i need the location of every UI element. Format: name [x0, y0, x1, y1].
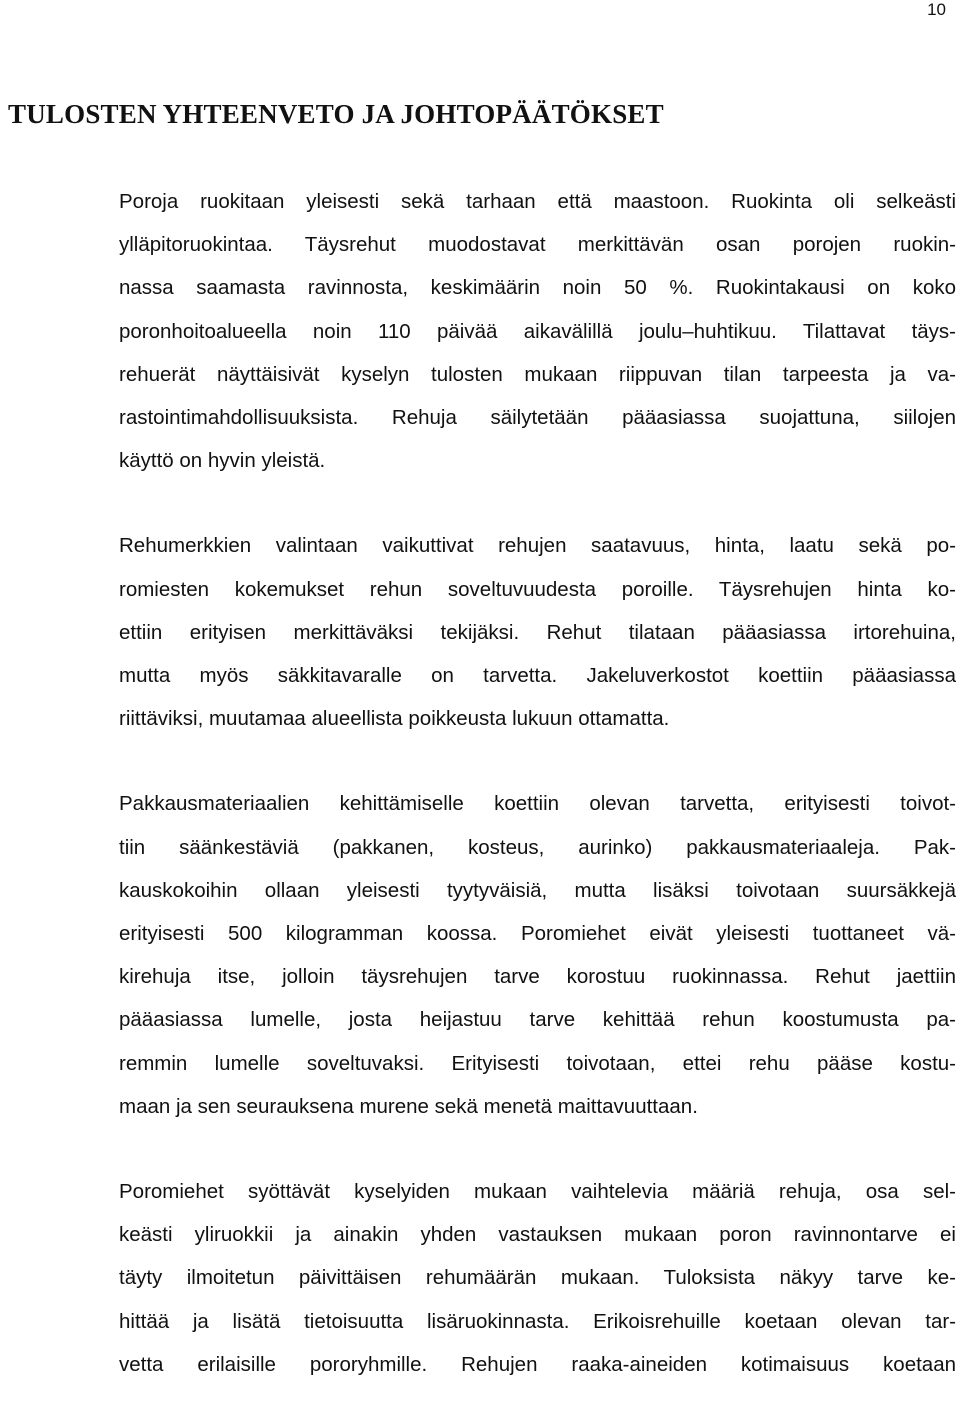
text-line: kauskokoihin ollaan yleisesti tyytyväisiä, mutta lisäksi toivotaan suursäkkejä — [119, 878, 956, 902]
text-line: vetta erilaisille pororyhmille. Rehujen raaka-aineiden kotimaisuus koetaan — [119, 1352, 956, 1376]
paragraph-summary-feeding — [119, 180, 956, 482]
text-line: Rehumerkkien valintaan vaikuttivat rehujen saatavuus, hinta, laatu sekä po- — [119, 534, 956, 558]
text-line: erityisesti 500 kilogramman koossa. Poromiehet eivät yleisesti tuottaneet vä- — [119, 922, 956, 946]
text-line: pääasiassa lumelle, josta heijastuu tarve kehittää rehun koostumusta pa- — [119, 1008, 956, 1032]
text-line: rehuerät näyttäisivät kyselyn tulosten mukaan riippuvan tilan tarpeesta ja va- — [119, 362, 956, 386]
text-line: nassa saamasta ravinnosta, keskimäärin noin 50 %. Ruokintakausi on koko — [119, 276, 956, 300]
text-line: Poromiehet syöttävät kyselyiden mukaan vaihtelevia määriä rehuja, osa sel- — [119, 1180, 956, 1204]
text-line: Poroja ruokitaan yleisesti sekä tarhaan että maastoon. Ruokinta oli selkeästi — [119, 190, 956, 213]
text-line: keästi yliruokkii ja ainakin yhden vastauksen mukaan poron ravinnontarve ei — [119, 1223, 956, 1247]
text-line: romiesten kokemukset rehun soveltuvuudesta poroille. Täysrehujen hinta ko- — [119, 577, 956, 601]
text-line: Pakkausmateriaalien kehittämiselle koettiin olevan tarvetta, erityisesti toivot- — [119, 792, 956, 816]
paragraph-feed-amounts — [119, 1170, 956, 1386]
text-line: käyttö on hyvin yleistä. — [119, 449, 326, 473]
text-line: täyty ilmoitetun päivittäisen rehumäärän mukaan. Tuloksista näkyy tarve ke- — [119, 1266, 956, 1290]
text-line: mutta myös säkkitavaralle on tarvetta. Jakeluverkostot koettiin pääasiassa — [119, 664, 956, 688]
body-text — [119, 180, 956, 1428]
text-line: kirehuja itse, jolloin täysrehujen tarve korostuu ruokinnassa. Rehut jaettiin — [119, 965, 956, 989]
paragraph-brand-selection — [119, 524, 956, 740]
text-line: poronhoitoalueella noin 110 päivää aikavälillä joulu–huhtikuu. Tilattavat täys- — [119, 319, 956, 343]
text-line: tiin säänkestäviä (pakkanen, kosteus, aurinko) pakkausmateriaaleja. Pak- — [119, 835, 956, 859]
text-line: ylläpitoruokintaa. Täysrehut muodostavat merkittävän osan porojen ruokin- — [119, 233, 956, 257]
text-line: remmin lumelle soveltuvaksi. Erityisesti toivotaan, ettei rehu pääse kostu- — [119, 1051, 956, 1075]
text-line: ettiin erityisen merkittäväksi tekijäksi. Rehut tilataan pääasiassa irtorehuina, — [119, 620, 956, 644]
text-line: maan ja sen seurauksena murene sekä menetä maittavuuttaan. — [119, 1094, 698, 1118]
text-line: hittää ja lisätä tietoisuutta lisäruokinnasta. Erikoisrehuille koetaan olevan tar- — [119, 1309, 956, 1333]
text-line: riittäviksi, muutamaa alueellista poikkeusta lukuun ottamatta. — [119, 707, 670, 731]
text-line: rastointimahdollisuuksista. Rehuja säilytetään pääasiassa suojattuna, siilojen — [119, 406, 956, 430]
section-heading: TULOSTEN YHTEENVETO JA JOHTOPÄÄTÖKSET — [8, 99, 664, 129]
paragraph-packaging — [119, 782, 956, 1128]
page-number: 10 — [927, 0, 946, 19]
